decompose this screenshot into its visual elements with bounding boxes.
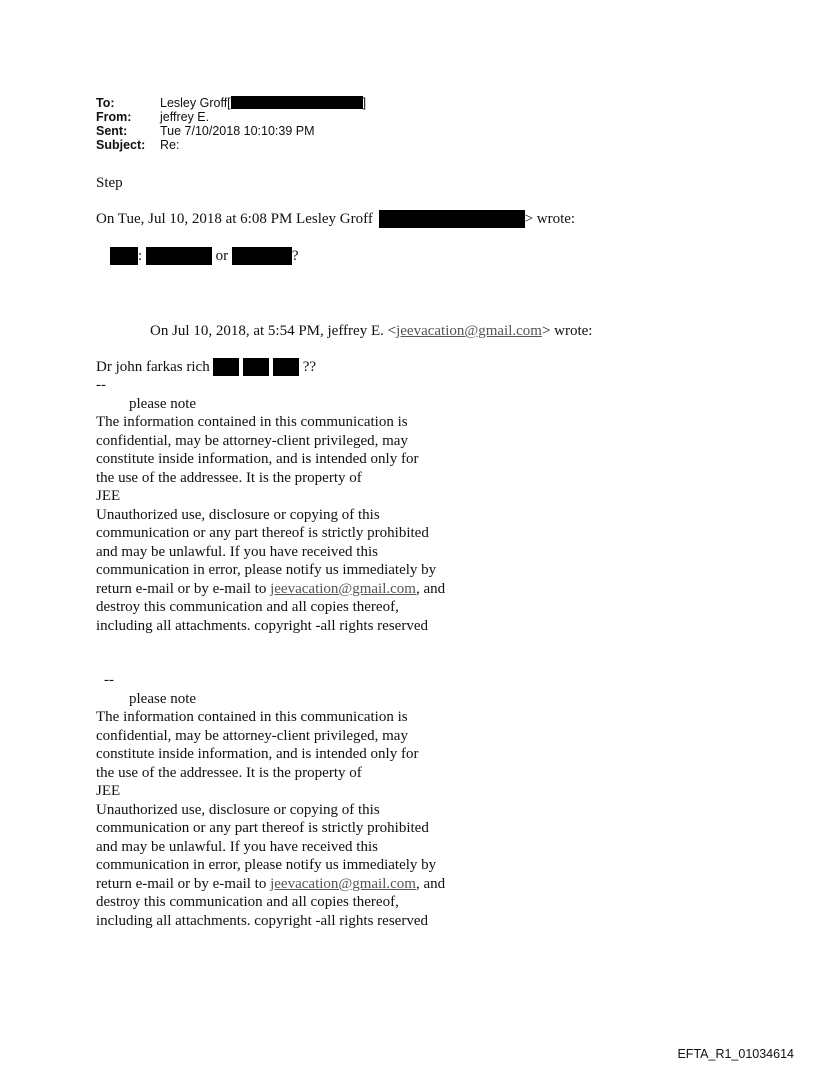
sent-label: Sent:	[96, 124, 128, 138]
disclaimer-line: destroy this communication and all copies thereof,	[96, 599, 399, 615]
disclaimer-line: The information contained in this communication is	[96, 709, 408, 725]
please-note: please note	[129, 395, 197, 412]
disclaimer-line: communication in error, please notify us immediately by	[96, 562, 437, 578]
quote2-email-link[interactable]: jeevacation@gmail.com	[396, 323, 542, 339]
redaction-box	[273, 358, 299, 376]
from-label: From:	[96, 110, 132, 124]
subject-label: Subject:	[96, 138, 146, 152]
to-row	[96, 96, 366, 110]
to-value: Lesley Groff[	[160, 96, 231, 110]
quote1-intro-line	[96, 210, 575, 229]
disclaimer-line: confidential, may be attorney-client privileged, may	[96, 432, 408, 449]
disclaimer-line: Unauthorized use, disclosure or copying of this	[96, 506, 380, 523]
disclaimer-line: and may be unlawful. If you have received this	[96, 838, 378, 855]
dr-text: Dr john farkas rich	[96, 359, 210, 375]
redaction-box	[379, 210, 525, 228]
quote2-intro-line	[150, 322, 592, 341]
disclaimer-line: and may be unlawful. If you have received this	[96, 543, 378, 560]
redaction-box	[232, 247, 292, 265]
disclaimer-line: JEE	[96, 783, 121, 799]
disclaimer-line: including all attachments. copyright -all rights reserved	[96, 912, 428, 929]
quote2-wrote: > wrote:	[541, 323, 593, 339]
reply-text: Step	[96, 175, 123, 191]
disclaimer-line: communication in error, please notify us immediately by	[96, 857, 437, 873]
from-row	[96, 110, 366, 124]
please-note: please note	[129, 690, 197, 707]
disclaimer-line: JEE	[96, 488, 121, 504]
question-mark: ?	[291, 248, 299, 264]
sent-value: Tue 7/10/2018 10:10:39 PM	[160, 124, 315, 138]
from-value: jeffrey E.	[160, 110, 210, 124]
document-id: EFTA_R1_01034614	[677, 1047, 794, 1061]
disclaimer-block-2	[96, 671, 496, 930]
disclaimer-dashes: --	[104, 672, 114, 688]
disclaimer-block-1	[96, 376, 496, 635]
quote1-intro: On Tue, Jul 10, 2018 at 6:08 PM Lesley Groff	[96, 211, 373, 227]
redaction-box	[110, 247, 138, 265]
return-suffix: , and	[415, 875, 446, 892]
dr-line	[96, 358, 316, 377]
redaction-box	[243, 358, 269, 376]
to-close: ]	[362, 96, 367, 110]
disclaimer-return-line	[96, 580, 496, 599]
disclaimer-line: the use of the addressee. It is the property of	[96, 764, 362, 781]
return-suffix: , and	[415, 580, 446, 597]
disclaimer-dashes: --	[96, 377, 106, 393]
disclaimer-line: the use of the addressee. It is the property of	[96, 469, 362, 486]
dr-qq: ??	[302, 359, 317, 375]
return-prefix: return e-mail or by e-mail to	[96, 875, 271, 892]
return-prefix: return e-mail or by e-mail to	[96, 580, 271, 597]
disclaimer-line: constitute inside information, and is intended only for	[96, 746, 419, 762]
disclaimer-line: The information contained in this communication is	[96, 414, 408, 430]
disclaimer-line: Unauthorized use, disclosure or copying of this	[96, 801, 380, 818]
disclaimer-line: including all attachments. copyright -all rights reserved	[96, 617, 428, 634]
disclaimer-line: destroy this communication and all copies thereof,	[96, 894, 399, 910]
disclaimer-email-link[interactable]: jeevacation@gmail.com	[270, 875, 416, 892]
question-line	[110, 247, 299, 266]
question-or: or	[215, 248, 229, 264]
disclaimer-line: communication or any part thereof is strictly prohibited	[96, 525, 429, 541]
quote2-intro: On Jul 10, 2018, at 5:54 PM, jeffrey E. <	[150, 323, 397, 339]
disclaimer-line: confidential, may be attorney-client privileged, may	[96, 727, 408, 744]
subject-value: Re:	[160, 138, 180, 152]
redaction-box	[146, 247, 212, 265]
disclaimer-return-line	[96, 875, 496, 894]
disclaimer-email-link[interactable]: jeevacation@gmail.com	[270, 580, 416, 597]
disclaimer-line: communication or any part thereof is strictly prohibited	[96, 820, 429, 836]
email-header	[96, 96, 366, 152]
question-colon: :	[138, 248, 143, 264]
redaction-box	[213, 358, 239, 376]
sent-row	[96, 124, 366, 138]
disclaimer-line: constitute inside information, and is intended only for	[96, 451, 419, 467]
to-label: To:	[96, 96, 115, 110]
redaction-box	[231, 96, 363, 109]
subject-row	[96, 138, 366, 152]
quote1-wrote: > wrote:	[524, 211, 576, 227]
